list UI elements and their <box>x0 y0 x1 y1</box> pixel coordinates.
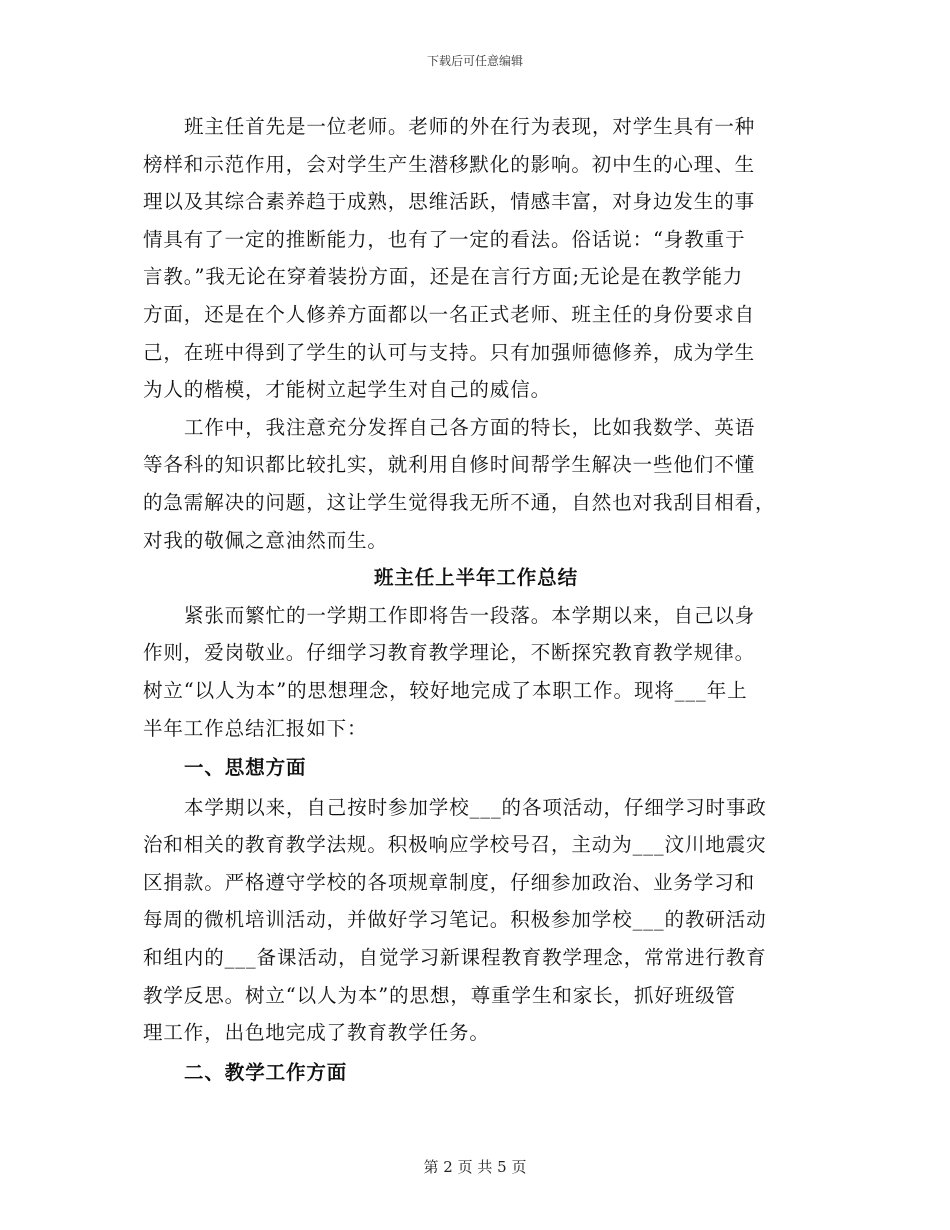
paragraph-line: 教学反思。树立“以人为本”的思想，尊重学生和家长，抓好班级管 <box>143 983 736 1007</box>
paragraph-line: 工作中，我注意充分发挥自己各方面的特长，比如我数学、英语 <box>184 415 756 439</box>
section-title: 班主任上半年工作总结 <box>373 566 578 590</box>
paragraph-line: 为人的楷模，才能树立起学生对自己的威信。 <box>143 378 552 402</box>
paragraph-line: 治和相关的教育教学法规。积极响应学校号召，主动为___汶川地震灾 <box>143 833 767 857</box>
document-body <box>143 108 809 1093</box>
paragraph-line: 班主任首先是一位老师。老师的外在行为表现，对学生具有一种 <box>184 115 756 138</box>
paragraph-line: 情具有了一定的推断能力，也有了一定的看法。俗话说：“身教重于 <box>143 227 746 251</box>
paragraph-2 <box>143 409 809 559</box>
paragraph-line: 理以及其综合素养趋于成熟，思维活跃，情感丰富，对身边发生的事 <box>143 190 756 214</box>
page-header: 下载后可任意编辑 <box>426 54 523 68</box>
paragraph-line: 每周的微机培训活动，并做好学习笔记。积极参加学校___的教研活动 <box>143 908 767 932</box>
paragraph-line: 理工作，出色地完成了教育教学任务。 <box>143 1021 490 1045</box>
paragraph-line: 区捐款。严格遵守学校的各项规章制度，仔细参加政治、业务学习和 <box>143 870 756 894</box>
paragraph-line: 方面，还是在个人修养方面都以一名正式老师、班主任的身份要求自 <box>143 302 756 326</box>
heading-teaching: 二、教学工作方面 <box>184 1060 348 1084</box>
paragraph-3 <box>143 597 809 747</box>
paragraph-line: 榜样和示范作用，会对学生产生潜移默化的影响。初中生的心理、生 <box>143 152 756 176</box>
paragraph-line: 和组内的___备课活动，自觉学习新课程教育教学理念，常常进行教育 <box>143 946 767 970</box>
paragraph-1 <box>143 108 809 409</box>
paragraph-line: 等各科的知识都比较扎实，就利用自修时间帮学生解决一些他们不懂 <box>143 453 756 477</box>
heading-thought: 一、思想方面 <box>184 756 307 780</box>
paragraph-line: 半年工作总结汇报如下： <box>143 716 368 740</box>
paragraph-line: 树立“以人为本”的思想理念，较好地完成了本职工作。现将___年上 <box>143 678 748 702</box>
paragraph-line: 对我的敬佩之意油然而生。 <box>143 528 388 552</box>
paragraph-line: 的急需解决的问题，这让学生觉得我无所不通，自然也对我刮目相看， <box>143 490 776 514</box>
paragraph-line: 作则，爱岗敬业。仔细学习教育教学理论，不断探究教育教学规律。 <box>143 641 756 665</box>
paragraph-line: 己，在班中得到了学生的认可与支持。只有加强师德修养，成为学生 <box>143 340 756 364</box>
paragraph-line: 紧张而繁忙的一学期工作即将告一段落。本学期以来，自己以身 <box>184 603 756 627</box>
page-number: 第 2 页 共 5 页 <box>423 1158 527 1176</box>
paragraph-line: 本学期以来，自己按时参加学校___的各项活动，仔细学习时事政 <box>184 795 767 819</box>
paragraph-4 <box>143 789 809 1052</box>
paragraph-line: 言教。”我无论在穿着装扮方面，还是在言行方面;无论是在教学能力 <box>143 265 744 289</box>
